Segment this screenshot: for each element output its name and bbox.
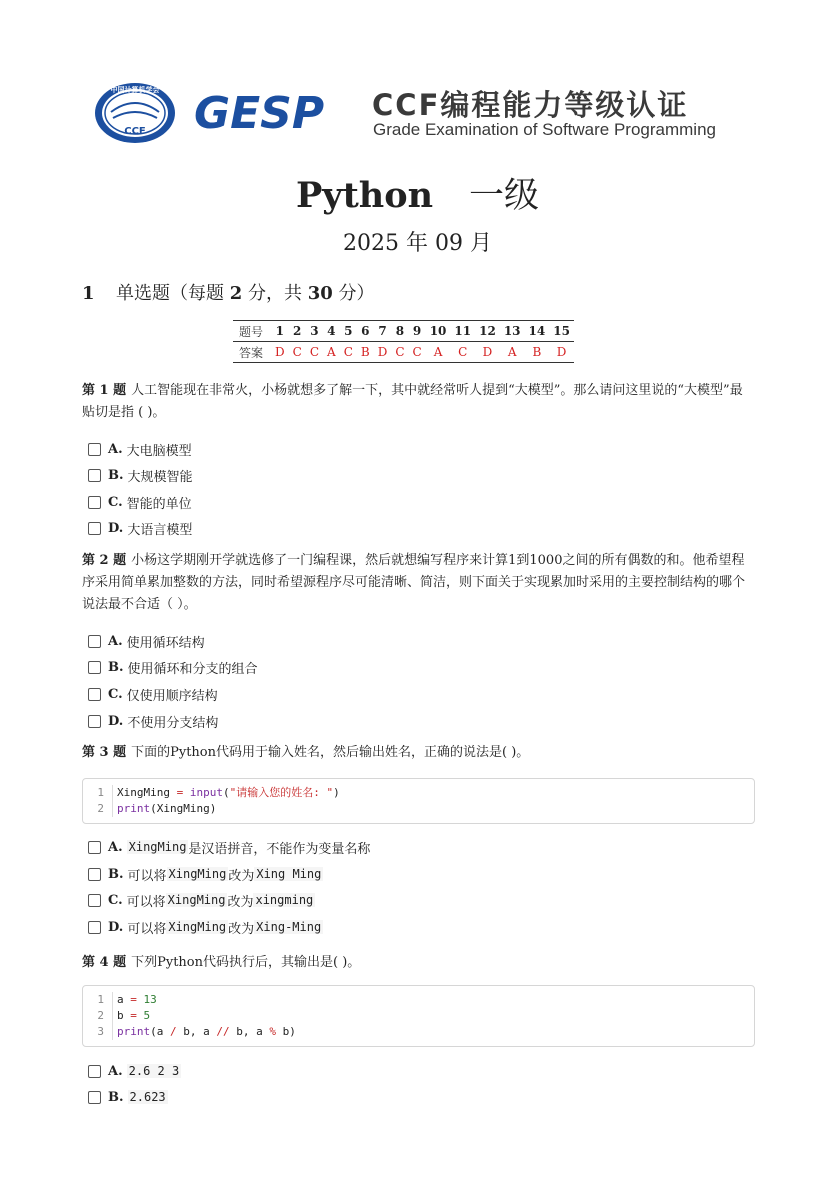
section-total-score: 30 — [307, 283, 333, 304]
checkbox-icon — [88, 1091, 101, 1104]
checkbox-icon — [88, 1065, 101, 1078]
answer-table-number: 10 — [429, 324, 447, 338]
code-text: b = 5 — [117, 1009, 151, 1022]
title-language: Python — [295, 175, 434, 216]
code-line — [83, 1024, 754, 1040]
brand-subtitle: Grade Examination of Software Programming — [373, 120, 716, 139]
answer-table-number: 6 — [361, 324, 370, 338]
answer-table-number: 3 — [310, 324, 319, 338]
answer-table-answer: C — [395, 345, 405, 359]
answer-table-number: 2 — [293, 324, 302, 338]
seal-text-top: 中国计算机学会 — [110, 86, 160, 94]
answer-table-answer: D — [377, 345, 388, 359]
option-letter: B. — [108, 1089, 124, 1105]
option-text: 可以将 — [127, 921, 167, 937]
answer-table-answer: A — [327, 345, 336, 359]
option-text: 可以将 — [126, 894, 166, 910]
line-number: 3 — [83, 1024, 113, 1040]
seal-text-bottom: CCF — [124, 126, 146, 137]
code-text: print(XingMing) — [117, 802, 217, 815]
answer-table-answer: D — [482, 345, 493, 359]
answer-table-number: 12 — [479, 324, 496, 338]
option-2c[interactable]: C. 仅使用顺序结构 — [88, 685, 218, 703]
line-number: 2 — [83, 801, 113, 817]
inline-code: Xing Ming — [256, 867, 322, 881]
question-text: 人工智能现在非常火，小杨就想多了解一下，其中就经常听人提到“大模型”。那么请问这里说的“大模型”最贴切是指 ( )。 — [82, 383, 743, 420]
option-1c[interactable]: C. 智能的单位 — [88, 493, 192, 511]
option-1a[interactable]: A. 大电脑模型 — [88, 440, 192, 458]
inline-code: xingming — [255, 893, 314, 907]
answer-table-number: 15 — [553, 324, 570, 338]
section-heading — [82, 279, 375, 305]
option-3c[interactable] — [88, 891, 315, 909]
answer-table-number: 4 — [327, 324, 336, 338]
checkbox-icon — [88, 469, 101, 482]
section-text-suffix: 分） — [332, 283, 375, 304]
option-3d[interactable] — [88, 918, 323, 936]
answer-table-number: 9 — [412, 324, 422, 338]
answer-table-answer: B — [532, 345, 542, 359]
code-block-q4 — [82, 985, 755, 1047]
option-text: 改为 — [228, 921, 255, 937]
section-text-mid: 分，共 — [242, 283, 308, 304]
option-4b[interactable] — [88, 1088, 168, 1106]
answer-table-answer: D — [275, 345, 285, 359]
code-block-q3 — [82, 778, 755, 824]
question-2 — [82, 550, 754, 616]
option-letter: D. — [108, 919, 124, 935]
option-letter: B. — [108, 866, 124, 882]
inline-code: XingMing — [168, 920, 227, 934]
answer-table-answer: C — [292, 345, 302, 359]
question-label: 第 1 题 — [82, 383, 127, 398]
question-1 — [82, 380, 754, 424]
option-text: 是汉语拼音，不能作为变量名称 — [188, 841, 371, 857]
question-text: 下面的Python代码用于输入姓名，然后输出姓名，正确的说法是( )。 — [131, 745, 530, 760]
inline-code: XingMing — [167, 893, 226, 907]
section-number: 1 — [82, 283, 95, 304]
option-letter: A. — [108, 1063, 123, 1079]
inline-code: XingMing — [128, 840, 187, 854]
option-text: 改为 — [228, 868, 255, 884]
answer-table-answer: C — [458, 345, 468, 359]
checkbox-icon — [88, 841, 101, 854]
option-1d[interactable]: D. 大语言模型 — [88, 519, 192, 537]
option-2d[interactable]: D. 不使用分支结构 — [88, 712, 218, 730]
answer-table-answer: A — [433, 345, 443, 359]
line-number: 1 — [83, 785, 113, 801]
checkbox-icon — [88, 921, 101, 934]
question-label: 第 3 题 — [82, 745, 127, 760]
answer-table-number: 8 — [395, 324, 405, 338]
question-4 — [82, 952, 754, 974]
question-text: 下列Python代码执行后，其输出是( )。 — [131, 955, 361, 970]
option-2b[interactable]: B. 使用循环和分支的组合 — [88, 658, 258, 676]
brand-title: CCF编程能力等级认证 — [372, 88, 689, 122]
code-text: a = 13 — [117, 993, 157, 1006]
answer-table-answer: A — [507, 345, 517, 359]
checkbox-icon — [88, 688, 101, 701]
page-title — [0, 168, 835, 218]
answer-table-number: 5 — [344, 324, 353, 338]
option-2a[interactable]: A. 使用循环结构 — [88, 632, 205, 650]
answer-table — [233, 320, 574, 363]
code-line — [83, 801, 754, 817]
ccf-seal-logo — [94, 82, 176, 144]
answer-table-number: 11 — [454, 324, 472, 338]
checkbox-icon — [88, 715, 101, 728]
option-letter: C. — [108, 892, 123, 908]
option-1b[interactable]: B. 大规模智能 — [88, 466, 193, 484]
answer-table-number: 7 — [378, 324, 387, 338]
line-number: 1 — [83, 992, 113, 1008]
inline-code: 2.623 — [129, 1090, 166, 1104]
answer-table-answer: D — [556, 345, 567, 359]
checkbox-icon — [88, 496, 101, 509]
checkbox-icon — [88, 661, 101, 674]
question-label: 第 4 题 — [82, 955, 127, 970]
answer-table-answer-label: 答案 — [239, 345, 264, 360]
title-level: 一级 — [469, 176, 540, 216]
answer-table-answer: B — [360, 345, 370, 359]
answer-table-answer: C — [343, 345, 353, 359]
code-text: XingMing = input("请输入您的姓名: ") — [117, 786, 340, 799]
answer-table-header-label: 题号 — [239, 324, 264, 339]
inline-code: 2.6 2 3 — [128, 1064, 180, 1078]
question-text: 小杨这学期刚开学就选修了一门编程课，然后就想编写程序来计算1到1000之间的所有偶数的和。他希望程序采用简单累加整数的方法，同时希望源程序尽可能清晰、简洁，则下面关于实现累加时采用的主要控制结构的哪个说法最不合适（ ）。 — [82, 553, 746, 612]
code-text: print(a / b, a // b, a % b) — [117, 1025, 296, 1038]
answer-table-number: 13 — [503, 324, 521, 338]
question-label: 第 2 题 — [82, 553, 127, 568]
checkbox-icon — [88, 443, 101, 456]
line-number: 2 — [83, 1008, 113, 1024]
inline-code: Xing-Ming — [256, 920, 322, 934]
code-line — [83, 992, 754, 1008]
option-3b[interactable] — [88, 865, 323, 883]
checkbox-icon — [88, 635, 101, 648]
exam-date: 2025 年 09 月 — [343, 231, 492, 256]
checkbox-icon — [88, 894, 101, 907]
question-3 — [82, 742, 754, 764]
option-text: 可以将 — [127, 868, 167, 884]
inline-code: XingMing — [168, 867, 227, 881]
answer-table-answer: C — [309, 345, 320, 359]
gesp-logo-text: GESP — [194, 88, 325, 138]
section-per-score: 2 — [229, 283, 243, 304]
option-text: 改为 — [227, 894, 254, 910]
checkbox-icon — [88, 522, 101, 535]
code-line — [83, 1008, 754, 1024]
answer-table-number: 14 — [528, 324, 546, 338]
option-letter: A. — [108, 839, 123, 855]
answer-table-answer: C — [412, 345, 422, 359]
option-3a[interactable] — [88, 838, 370, 856]
checkbox-icon — [88, 868, 101, 881]
answer-table-number: 1 — [275, 324, 284, 338]
option-4a[interactable] — [88, 1062, 181, 1080]
gesp-logo — [192, 86, 348, 138]
code-line — [83, 785, 754, 801]
section-text-prefix: 单选题（每题 — [116, 283, 230, 304]
